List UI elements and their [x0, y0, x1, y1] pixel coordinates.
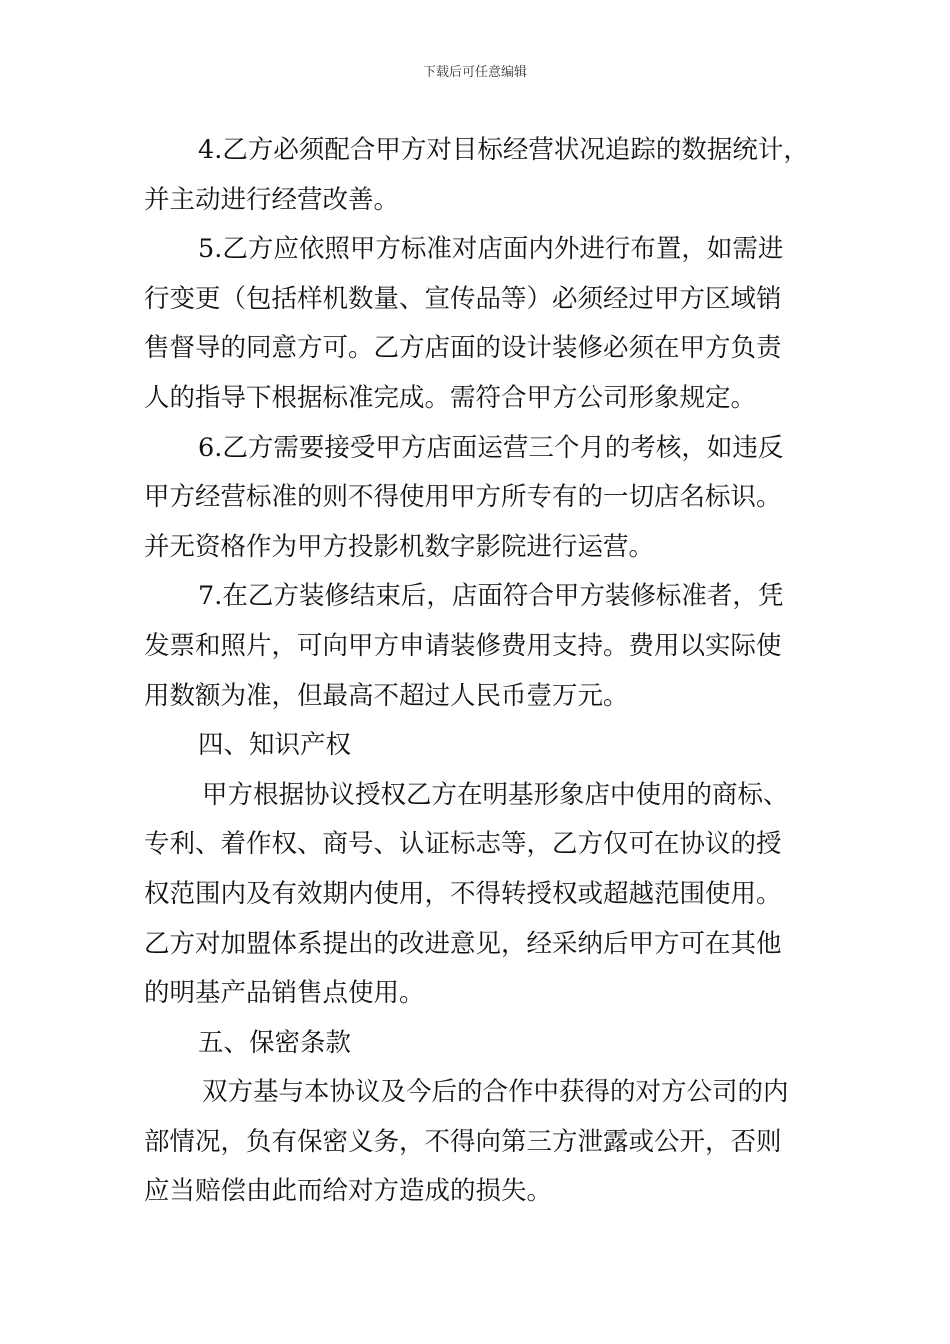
- paragraph-line: 甲方经营标准的则不得使用甲方所专有的一切店名标识。: [144, 482, 782, 513]
- page-header: 下载后可任意编辑: [422, 65, 527, 80]
- document-body: [144, 128, 816, 1219]
- paragraph-line: 行变更（包括样机数量、宣传品等）必须经过甲方区域销: [144, 283, 782, 314]
- paragraph-line: 发票和照片，可向甲方申请装修费用支持。费用以实际使: [144, 630, 782, 661]
- paragraph-line: 4.乙方必须配合甲方对目标经营状况追踪的数据统计，: [198, 135, 809, 165]
- paragraph-line: 并主动进行经营改善。: [144, 184, 400, 215]
- paragraph-line: 并无资格作为甲方投影机数字影院进行运营。: [144, 531, 655, 562]
- paragraph-line: 权范围内及有效期内使用，不得转授权或超越范围使用。: [144, 878, 782, 909]
- paragraph-line: 6.乙方需要接受甲方店面运营三个月的考核，如违反: [198, 432, 784, 463]
- paragraph-line: 7.在乙方装修结束后，店面符合甲方装修标准者，凭: [198, 581, 784, 612]
- paragraph-line: 乙方对加盟体系提出的改进意见，经采纳后甲方可在其他: [144, 928, 782, 959]
- section-heading: 五、保密条款: [198, 1027, 352, 1058]
- paragraph-line: 的明基产品销售点使用。: [144, 978, 425, 1009]
- paragraph-line: 部情况，负有保密义务，不得向第三方泄露或公开，否则: [144, 1126, 782, 1157]
- paragraph-line: 5.乙方应依照甲方标准对店面内外进行布置，如需进: [198, 234, 784, 265]
- paragraph-line: 售督导的同意方可。乙方店面的设计装修必须在甲方负责: [144, 333, 782, 364]
- paragraph-line: 甲方根据协议授权乙方在明基形象店中使用的商标、: [202, 779, 789, 810]
- paragraph-line: 双方基与本协议及今后的合作中获得的对方公司的内: [202, 1077, 789, 1108]
- paragraph-line: 应当赔偿由此而给对方造成的损失。: [144, 1176, 553, 1207]
- paragraph-line: 用数额为准，但最高不超过人民币壹万元。: [144, 680, 629, 711]
- section-heading: 四、知识产权: [198, 730, 352, 761]
- paragraph-line: 专利、着作权、商号、认证标志等，乙方仅可在协议的授: [144, 829, 782, 860]
- paragraph-line: 人的指导下根据标准完成。需符合甲方公司形象规定。: [144, 382, 757, 413]
